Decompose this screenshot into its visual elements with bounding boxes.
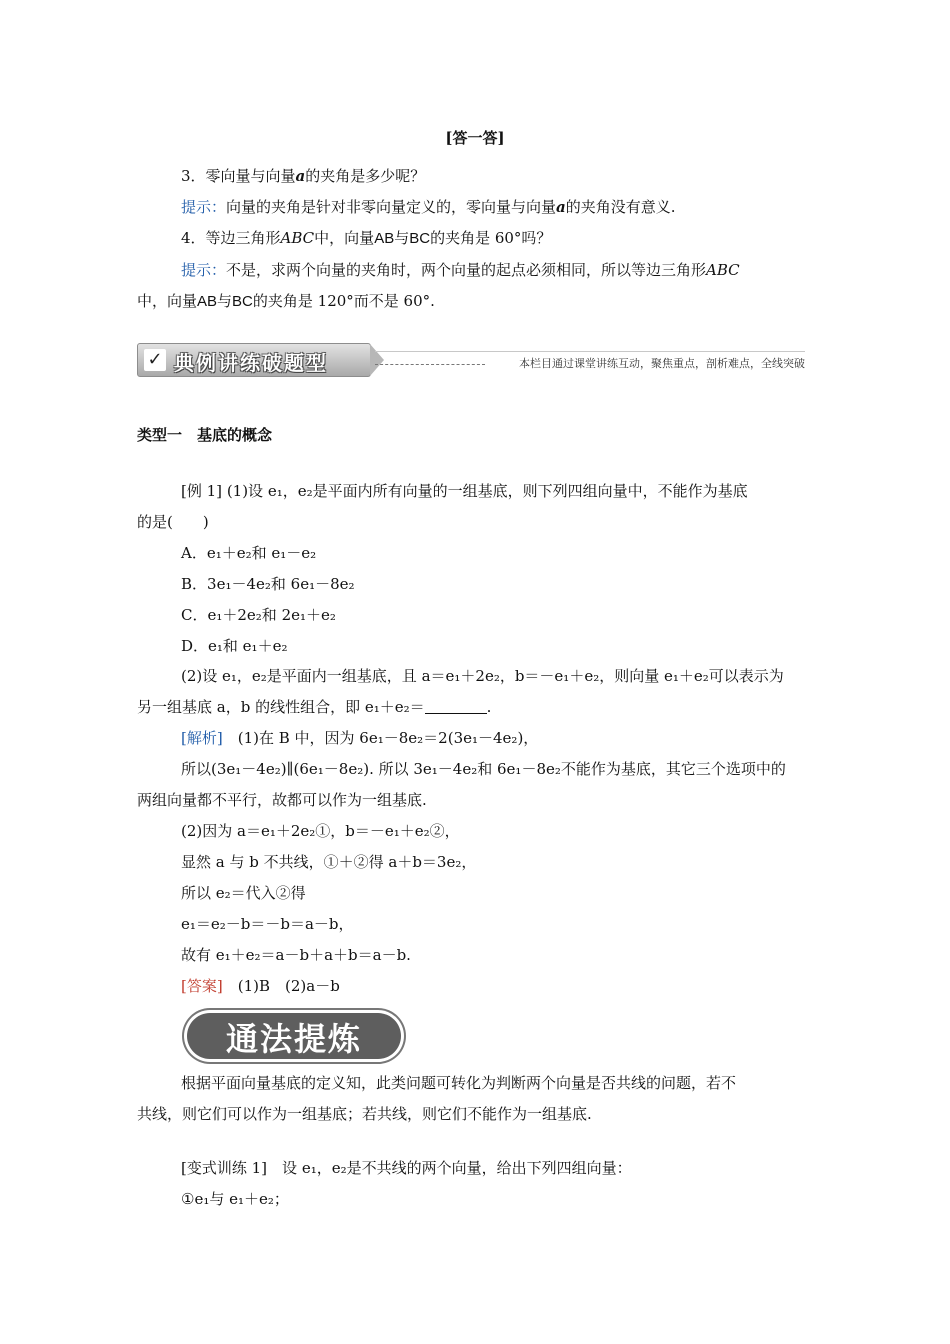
- example-part-2-line-1: (2)设 e₁，e₂是平面内一组基底，且 a＝e₁＋2e₂，b＝－e₁＋e₂，则向量 e₁＋e₂可以表示为: [181, 667, 784, 685]
- qa-header: [答一答]: [445, 129, 505, 147]
- method-line-1: 根据平面向量基底的定义知，此类问题可转化为判断两个向量是否共线的问题，若不: [181, 1074, 737, 1092]
- option-c: C．e₁＋2e₂和 2e₁＋e₂: [181, 606, 336, 624]
- analysis-label: [解析]: [181, 729, 223, 747]
- hint-4-line-1: 提示：不是，求两个向量的夹角时，两个向量的起点必须相同，所以等边三角形ABC: [181, 261, 740, 279]
- section-banner: [137, 343, 805, 377]
- answer-blank: [425, 699, 487, 714]
- analysis-line-8: 故有 e₁＋e₂＝a－b＋a＋b＝a－b.: [181, 946, 411, 964]
- example-1-line-1: [例 1] (1)设 e₁，e₂是平面内所有向量的一组基底，则下列四组向量中，不能作为基底: [181, 482, 748, 500]
- banner-note: 本栏目通过课堂讲练互动，聚焦重点，剖析难点，全线突破: [519, 357, 805, 370]
- question-3: 3．零向量与向量a的夹角是多少呢？: [181, 167, 426, 185]
- variant-item-1: ①e₁与 e₁＋e₂；: [181, 1190, 289, 1208]
- analysis-line-1: [解析] (1)在 B 中，因为 6e₁－8e₂＝2(3e₁－4e₂)，: [181, 729, 539, 747]
- section-title: 类型一 基底的概念: [137, 426, 273, 444]
- example-1-line-2: 的是( ): [137, 513, 209, 531]
- variant-line: [变式训练 1] 设 e₁，e₂是不共线的两个向量，给出下列四组向量：: [181, 1159, 632, 1177]
- hint-4-line-2: 中，向量AB与BC的夹角是 120°而不是 60°.: [137, 292, 435, 310]
- banner-dashed-line: [375, 364, 485, 365]
- option-a: A．e₁＋e₂和 e₁－e₂: [181, 544, 317, 562]
- analysis-line-2: 所以(3e₁－4e₂)∥(6e₁－8e₂). 所以 3e₁－4e₂和 6e₁－8e₂不能作为基底，其它三个选项中的: [181, 760, 786, 778]
- hint-3: 提示：向量的夹角是针对非零向量定义的，零向量与向量a的夹角没有意义.: [181, 198, 676, 216]
- analysis-line-3: 两组向量都不平行，故都可以作为一组基底.: [137, 791, 427, 809]
- example-label: [例 1]: [181, 482, 223, 500]
- analysis-line-6: 所以 e₂＝代入②得: [181, 884, 306, 902]
- analysis-line-5: 显然 a 与 b 不共线，①＋②得 a＋b＝3e₂，: [181, 853, 477, 871]
- method-badge: [184, 1010, 404, 1062]
- check-icon: ✓: [144, 349, 166, 371]
- variant-label: [变式训练 1]: [181, 1159, 268, 1177]
- option-d: D．e₁和 e₁＋e₂: [181, 637, 288, 655]
- option-b: B．3e₁－4e₂和 6e₁－8e₂: [181, 575, 355, 593]
- example-part-2-line-2: 另一组基底 a，b 的线性组合，即 e₁＋e₂＝ .: [137, 698, 492, 716]
- analysis-line-7: e₁＝e₂－b＝－b＝a－b，: [181, 915, 354, 933]
- banner-title: 典例讲练破题型: [174, 351, 328, 375]
- answer-label: [答案]: [181, 977, 223, 995]
- method-badge-text: 通法提炼: [225, 1020, 362, 1058]
- method-line-2: 共线，则它们可以作为一组基底；若共线，则它们不能作为一组基底.: [137, 1105, 592, 1123]
- analysis-line-4: (2)因为 a＝e₁＋2e₂①，b＝－e₁＋e₂②，: [181, 822, 460, 840]
- hint-label: 提示：: [181, 261, 227, 279]
- banner-divider: [375, 351, 805, 352]
- hint-label: 提示：: [181, 198, 227, 216]
- answer-line: [答案] (1)B (2)a－b: [181, 977, 340, 995]
- question-4: 4．等边三角形ABC中，向量AB与BC的夹角是 60°吗？: [181, 229, 552, 247]
- banner-tab: [137, 343, 371, 377]
